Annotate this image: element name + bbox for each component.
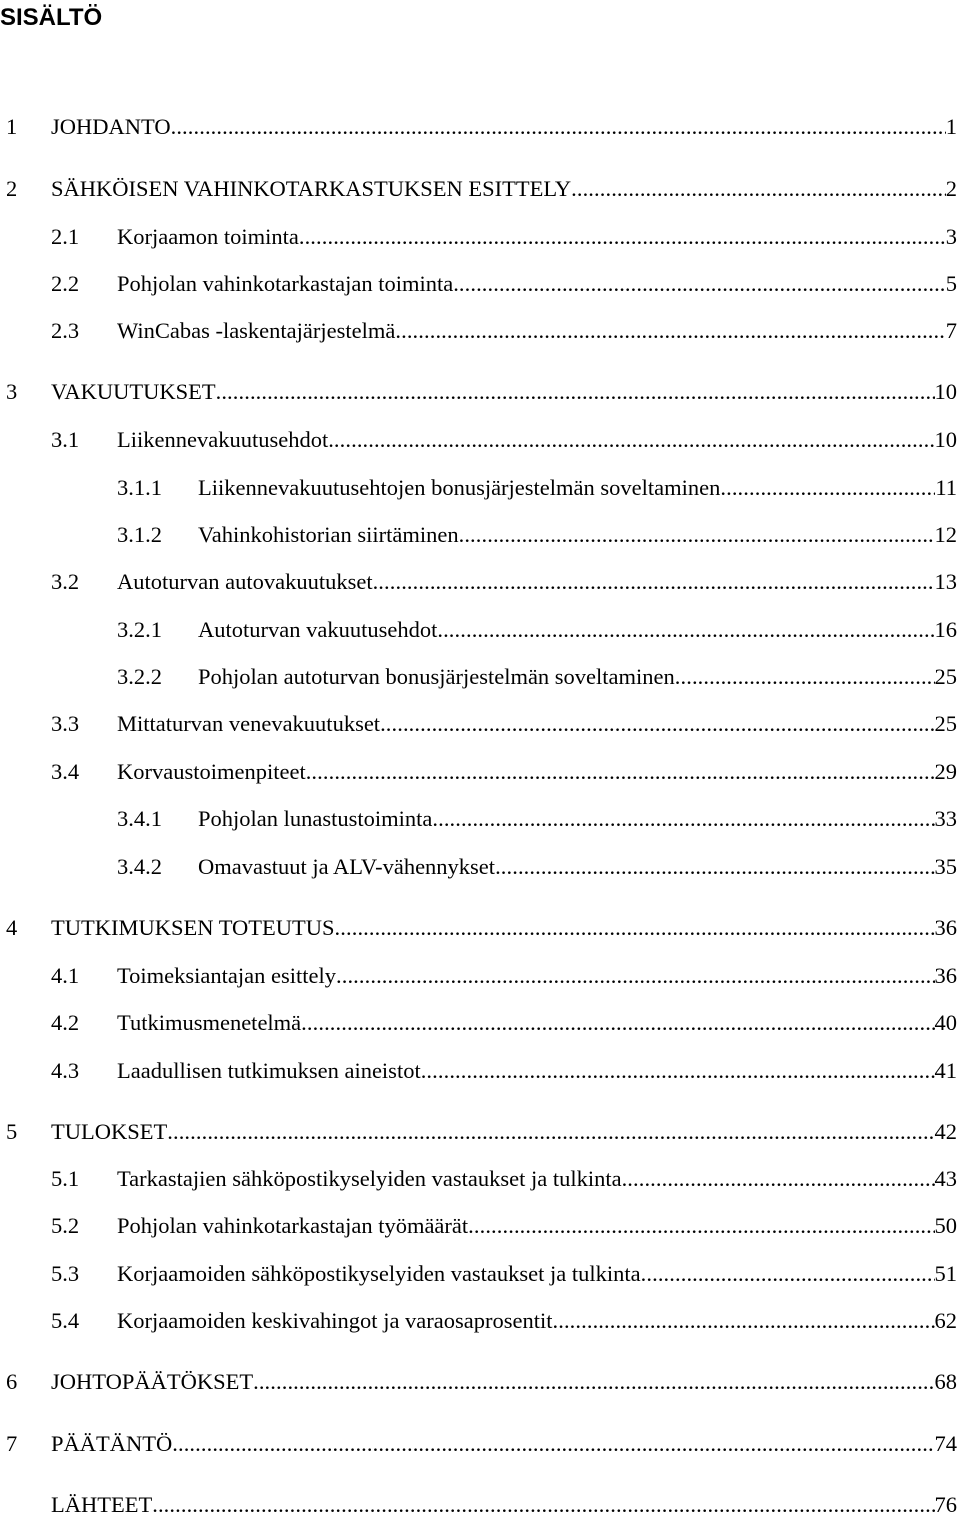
toc-entry-title: Laadullisen tutkimuksen aineistot [117,1058,421,1083]
toc-entry-title: Toimeksiantajan esittely [117,963,336,988]
toc-dot-leader [468,1211,934,1241]
toc-entry[interactable] [117,615,957,645]
toc-dot-leader [495,852,934,882]
toc-entry[interactable] [51,316,957,346]
toc-entry-title: WinCabas -laskentajärjestelmä [117,318,396,343]
toc-entry-title: Mittaturvan venevakuutukset [117,711,381,736]
toc-dot-leader [335,913,935,943]
toc-entry-number: 1 [6,114,18,139]
toc-dot-leader [301,1008,934,1038]
toc-dot-leader [373,567,935,597]
toc-entry-title: TUTKIMUKSEN TOTEUTUS [51,915,335,940]
toc-entry-page: 74 [934,1431,957,1456]
toc-dot-leader [622,1164,935,1194]
toc-entry-title: Tarkastajien sähköpostikyselyiden vastaukset ja tulkinta [117,1166,622,1191]
toc-dot-leader [216,377,935,407]
toc-entry[interactable] [51,1490,957,1520]
toc-entry-page: 33 [934,806,957,831]
toc-entry-page: 3 [945,224,957,249]
toc-entry-title: Korjaamoiden sähköpostikyselyiden vastaukset ja tulkinta [117,1261,641,1286]
toc-dot-leader [453,269,946,299]
toc-dot-leader [152,1490,934,1520]
toc-dot-leader [720,473,935,503]
toc-entry[interactable] [6,1117,957,1147]
toc-entry-number: 7 [6,1431,18,1456]
toc-entry-number: 5.2 [51,1213,80,1238]
toc-entry[interactable] [51,757,957,787]
toc-entry-number: 3.4.1 [117,806,162,831]
toc-dot-leader [421,1056,935,1086]
toc-entry-page: 25 [934,664,957,689]
toc-entry-page: 35 [934,854,957,879]
toc-entry-title: Vahinkohistorian siirtäminen [198,522,459,547]
toc-entry-page: 7 [945,318,957,343]
toc-entry-page: 62 [934,1308,957,1333]
toc-entry[interactable] [51,961,957,991]
toc-entry-title: Pohjolan lunastustoiminta [198,806,433,831]
toc-entry-number: 3 [6,379,18,404]
toc-entry-number: 5.3 [51,1261,80,1286]
toc-entry[interactable] [51,1056,957,1086]
toc-entry-title: Autoturvan vakuutusehdot [198,617,438,642]
toc-entry-page: 36 [934,915,957,940]
toc-dot-leader [380,709,934,739]
toc-dot-leader [328,425,934,455]
toc-entry[interactable] [117,804,957,834]
toc-entry[interactable] [6,913,957,943]
toc-entry-number: 5.1 [51,1166,80,1191]
toc-entry-title: Pohjolan autoturvan bonusjärjestelmän soveltaminen [198,664,675,689]
toc-entry-number: 5.4 [51,1308,80,1333]
toc-entry-title: LÄHTEET [51,1492,153,1517]
toc-heading: SISÄLTÖ [0,4,103,31]
toc-dot-leader [459,520,935,550]
toc-entry-number: 3.2.2 [117,664,162,689]
toc-entry-page: 36 [934,963,957,988]
toc-entry-number: 2.3 [51,318,80,343]
toc-dot-leader [299,222,946,252]
toc-entry-page: 25 [934,711,957,736]
toc-entry-title: Omavastuut ja ALV-vähennykset [198,854,496,879]
toc-dot-leader [437,615,934,645]
toc-entry[interactable] [51,222,957,252]
toc-entry-page: 76 [934,1492,957,1517]
toc-entry-page: 10 [934,427,957,452]
toc-entry-title: Tutkimusmenetelmä [117,1010,302,1035]
toc-entry-page: 41 [934,1058,957,1083]
toc-entry-number: 3.2.1 [117,617,162,642]
toc-dot-leader [675,662,935,692]
toc-entry[interactable] [117,520,957,550]
toc-entry-title: Autoturvan autovakuutukset [117,569,373,594]
toc-entry[interactable] [117,852,957,882]
toc-dot-leader [171,112,946,142]
toc-dot-leader [641,1259,935,1289]
toc-entry-title: Pohjolan vahinkotarkastajan työmäärät [117,1213,469,1238]
toc-entry[interactable] [51,1008,957,1038]
toc-dot-leader [172,1429,934,1459]
toc-entry-page: 13 [934,569,957,594]
toc-entry-number: 3.1.2 [117,522,162,547]
toc-entry-title: JOHTOPÄÄTÖKSET [51,1369,254,1394]
toc-entry[interactable] [6,1367,957,1397]
toc-entry[interactable] [6,112,957,142]
toc-dot-leader [553,1306,935,1336]
toc-entry-number: 2.2 [51,271,80,296]
toc-entry-number: 3.3 [51,711,80,736]
toc-dot-leader [432,804,934,834]
toc-dot-leader [306,757,935,787]
toc-entry[interactable] [51,1306,957,1336]
toc-dot-leader [253,1367,934,1397]
toc-entry-title: VAKUUTUKSET [51,379,216,404]
toc-entry-title: Korvaustoimenpiteet [117,759,306,784]
toc-entry[interactable] [51,709,957,739]
toc-entry-page: 1 [945,114,957,139]
toc-entry-page: 12 [934,522,957,547]
toc-entry[interactable] [51,269,957,299]
toc-entry-page: 43 [934,1166,957,1191]
toc-entry-title: Korjaamon toiminta [117,224,299,249]
toc-entry-number: 4.2 [51,1010,80,1035]
toc-entry-title: SÄHKÖISEN VAHINKOTARKASTUKSEN ESITTELY [51,176,572,201]
toc-entry-number: 2 [6,176,18,201]
toc-dot-leader [336,961,935,991]
toc-entry-title: Liikennevakuutusehtojen bonusjärjestelmän soveltaminen [198,475,721,500]
toc-entry-title: Korjaamoiden keskivahingot ja varaosaprosentit [117,1308,553,1333]
toc-entry-number: 5 [6,1119,18,1144]
toc-dot-leader [395,316,945,346]
toc-entry[interactable] [117,473,957,503]
toc-entry[interactable] [51,1259,957,1289]
toc-entry-title: Pohjolan vahinkotarkastajan toiminta [117,271,454,296]
toc-entry-page: 2 [945,176,957,201]
toc-entry-number: 6 [6,1369,18,1394]
toc-entry-title: TULOKSET [51,1119,168,1144]
toc-entry-page: 16 [934,617,957,642]
toc-entry-title: PÄÄTÄNTÖ [51,1431,173,1456]
toc-entry-page: 51 [934,1261,957,1286]
toc-entry[interactable] [51,567,957,597]
toc-entry-number: 3.1.1 [117,475,162,500]
toc-entry-number: 2.1 [51,224,80,249]
toc-dot-leader [167,1117,934,1147]
toc-entry-number: 4 [6,915,18,940]
toc-entry-number: 3.1 [51,427,80,452]
toc-entry-number: 3.2 [51,569,80,594]
toc-entry-title: JOHDANTO [51,114,171,139]
toc-entry-page: 5 [945,271,957,296]
toc-entry-page: 50 [934,1213,957,1238]
toc-entry-page: 10 [934,379,957,404]
toc-entry[interactable] [117,662,957,692]
toc-entry-number: 4.3 [51,1058,80,1083]
toc-entry-page: 11 [935,475,957,500]
toc-entry-page: 68 [934,1369,957,1394]
toc-entry-number: 3.4 [51,759,80,784]
toc-entry-number: 4.1 [51,963,80,988]
toc-entry[interactable] [51,1164,957,1194]
toc-entry-number: 3.4.2 [117,854,162,879]
toc-entry[interactable] [51,425,957,455]
toc-entry[interactable] [6,174,957,204]
toc-entry[interactable] [51,1211,957,1241]
toc-entry[interactable] [6,377,957,407]
toc-entry-title: Liikennevakuutusehdot [117,427,329,452]
toc-entry[interactable] [6,1429,957,1459]
toc-dot-leader [571,174,946,204]
toc-entry-page: 42 [934,1119,957,1144]
toc-entry-page: 40 [934,1010,957,1035]
toc-entry-page: 29 [934,759,957,784]
